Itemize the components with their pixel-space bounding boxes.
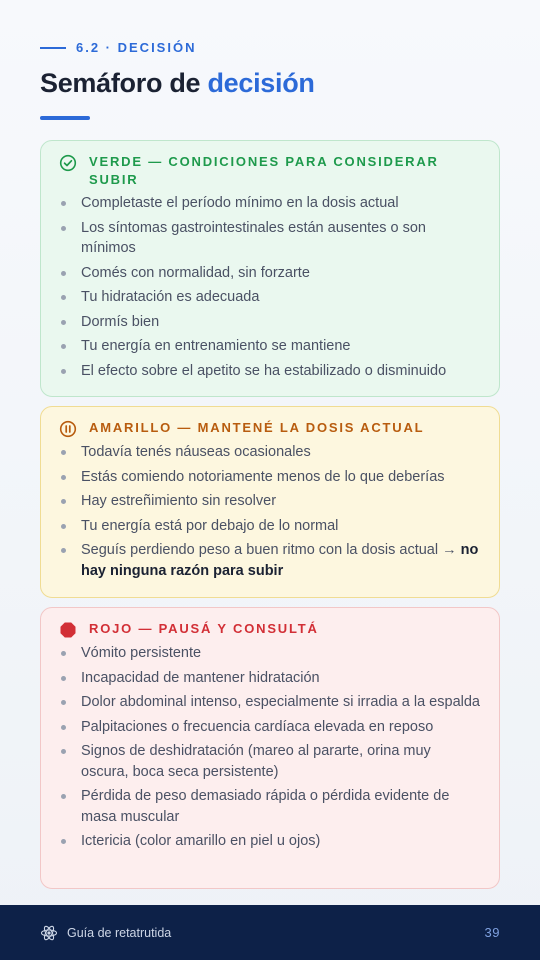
green-card-header bbox=[59, 153, 481, 189]
list-item: Dolor abdominal intenso, especialmente si irradia a la espalda bbox=[59, 692, 481, 713]
title-main: Semáforo de bbox=[40, 68, 208, 98]
yellow-list bbox=[59, 442, 481, 581]
title-accent: decisión bbox=[207, 68, 315, 98]
yellow-card-title: AMARILLO — MANTENÉ LA DOSIS ACTUAL bbox=[89, 420, 425, 435]
footer-brand: Guía de retatrutida bbox=[67, 925, 172, 940]
green-card-title: VERDE — CONDICIONES PARA CONSIDERAR SUBIR bbox=[89, 154, 439, 187]
red-card-header bbox=[59, 620, 481, 639]
eyebrow-rule bbox=[40, 47, 66, 49]
list-item bbox=[59, 540, 481, 581]
list-item: Comés con normalidad, sin forzarte bbox=[59, 263, 481, 284]
pause-circle-icon bbox=[59, 420, 77, 438]
green-card bbox=[40, 140, 500, 397]
list-item-emphasis: no hay ninguna razón para subir bbox=[81, 542, 479, 579]
atom-icon bbox=[40, 924, 58, 942]
list-item: Tu energía en entrenamiento se mantiene bbox=[59, 336, 481, 357]
list-item: Estás comiendo notoriamente menos de lo que deberías bbox=[59, 467, 481, 488]
list-item: Vómito persistente bbox=[59, 643, 481, 664]
green-list bbox=[59, 193, 481, 381]
list-item-text: Seguís perdiendo peso a buen ritmo con la dosis actual → bbox=[81, 542, 461, 558]
check-circle-icon bbox=[59, 154, 77, 172]
list-item: Los síntomas gastrointestinales están ausentes o son mínimos bbox=[59, 218, 481, 259]
footer bbox=[0, 905, 540, 960]
yellow-card bbox=[40, 406, 500, 598]
eyebrow-text: 6.2 · DECISIÓN bbox=[76, 40, 197, 55]
list-item: Palpitaciones o frecuencia cardíaca elevada en reposo bbox=[59, 717, 481, 738]
list-item: Dormís bien bbox=[59, 312, 481, 333]
list-item: Signos de deshidratación (mareo al pararte, orina muy oscura, boca seca persistente) bbox=[59, 741, 481, 782]
red-list bbox=[59, 643, 481, 852]
list-item: El efecto sobre el apetito se ha estabilizado o disminuido bbox=[59, 361, 481, 382]
list-item: Hay estreñimiento sin resolver bbox=[59, 491, 481, 512]
list-item: Completaste el período mínimo en la dosis actual bbox=[59, 193, 481, 214]
list-item: Incapacidad de mantener hidratación bbox=[59, 668, 481, 689]
red-card bbox=[40, 607, 500, 889]
title-underline bbox=[40, 116, 90, 120]
red-card-title: ROJO — PAUSÁ Y CONSULTÁ bbox=[89, 621, 319, 636]
list-item: Pérdida de peso demasiado rápida o pérdida evidente de masa muscular bbox=[59, 786, 481, 827]
list-item: Tu energía está por debajo de lo normal bbox=[59, 516, 481, 537]
page-title bbox=[40, 68, 315, 99]
stop-octagon-icon bbox=[59, 621, 77, 639]
page-number: 39 bbox=[484, 925, 500, 940]
list-item: Tu hidratación es adecuada bbox=[59, 287, 481, 308]
list-item: Todavía tenés náuseas ocasionales bbox=[59, 442, 481, 463]
yellow-card-header bbox=[59, 419, 481, 438]
section-eyebrow bbox=[40, 40, 196, 55]
list-item: Ictericia (color amarillo en piel u ojos) bbox=[59, 831, 481, 852]
